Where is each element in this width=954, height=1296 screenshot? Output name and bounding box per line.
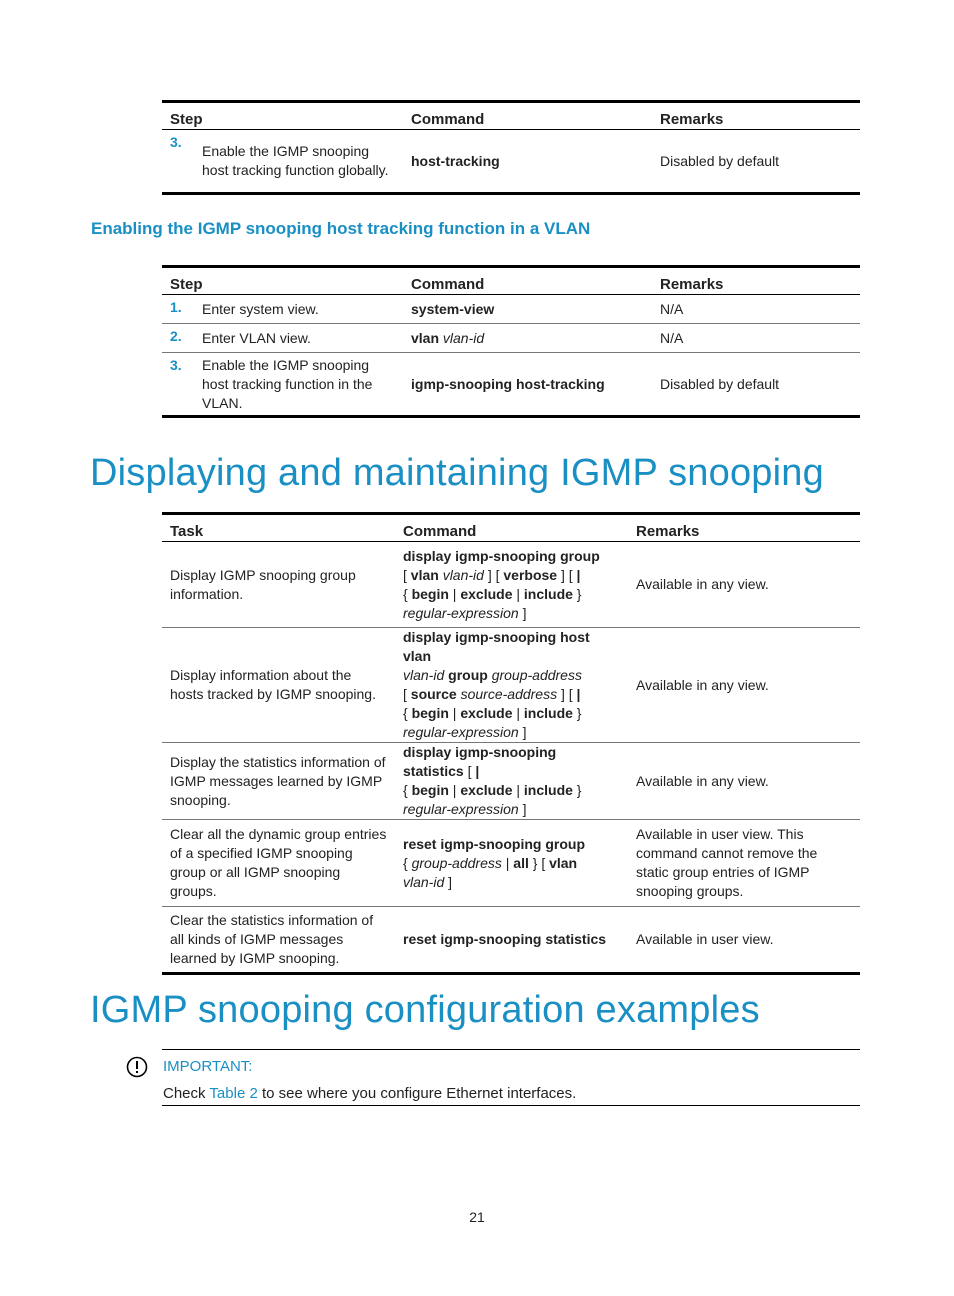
command-argument: group-address xyxy=(491,667,582,683)
command-cell: display igmp-snooping host vlan vlan-id group group-address [ source source-address ] [ | { begin | exclude | include } regular-expression ] xyxy=(395,628,628,743)
host-tracking-global-table xyxy=(162,100,860,195)
command-keyword: begin xyxy=(411,705,449,721)
task-cell: Display information about the hosts tracked by IGMP snooping. xyxy=(162,628,395,743)
command-cell: reset igmp-snooping group { group-address | all } [ vlan vlan-id ] xyxy=(395,820,628,907)
step-number: 3. xyxy=(170,134,182,150)
command-keyword: display igmp-snooping statistics xyxy=(403,744,557,779)
heading-display-maintain: Displaying and maintaining IGMP snooping xyxy=(90,452,824,494)
step-number: 3. xyxy=(170,357,182,373)
command-keyword: reset igmp-snooping group xyxy=(403,835,585,852)
command-argument: group-address xyxy=(411,854,502,871)
command-cell: host-tracking xyxy=(411,152,500,169)
command-keyword: all xyxy=(513,854,529,871)
table-row xyxy=(162,295,860,324)
command-keyword: include xyxy=(523,585,573,602)
command-argument: regular-expression xyxy=(403,801,519,817)
note-text xyxy=(163,1085,576,1102)
command-keyword: include xyxy=(523,782,573,798)
command-keyword: display igmp-snooping host vlan xyxy=(403,629,590,664)
command-keyword: vlan xyxy=(410,566,439,583)
task-cell: Clear the statistics information of all kinds of IGMP messages learned by IGMP snooping. xyxy=(170,912,374,966)
table-row xyxy=(162,542,860,628)
step-description: Enable the IGMP snooping host tracking function globally. xyxy=(202,143,389,178)
command-argument: vlan-id xyxy=(442,329,485,346)
note-bottom-rule xyxy=(162,1105,860,1106)
table-row xyxy=(162,324,860,353)
command-keyword: display igmp-snooping group xyxy=(403,547,600,564)
command-argument: vlan-id xyxy=(403,873,445,890)
page-number: 21 xyxy=(469,1209,485,1225)
column-header-remarks: Remarks xyxy=(652,267,860,295)
command-keyword: igmp-snooping host-tracking xyxy=(411,375,605,392)
host-tracking-vlan-table xyxy=(162,265,860,418)
remarks-cell: Available in any view. xyxy=(628,743,860,820)
table-row xyxy=(162,353,860,417)
command-keyword: exclude xyxy=(460,585,513,602)
command-keyword: reset igmp-snooping statistics xyxy=(403,931,607,947)
remarks-cell: Available in user view. This command cannot remove the static group entries of IGMP snooping groups. xyxy=(628,820,860,907)
table-row xyxy=(162,743,860,820)
command-cell xyxy=(403,353,652,417)
command-argument: regular-expression xyxy=(403,724,519,740)
command-keyword: system-view xyxy=(411,300,495,317)
command-keyword: group xyxy=(448,667,488,683)
column-header-task: Task xyxy=(162,514,395,542)
command-cell xyxy=(403,324,652,353)
step-number: 1. xyxy=(162,295,194,324)
heading-config-examples: IGMP snooping configuration examples xyxy=(90,989,760,1031)
table-2-link[interactable]: Table 2 xyxy=(209,1085,258,1102)
command-cell xyxy=(395,907,628,974)
section-heading: Enabling the IGMP snooping host tracking function in a VLAN xyxy=(91,219,591,238)
command-argument: source-address xyxy=(460,686,558,702)
command-argument: regular-expression xyxy=(403,604,519,621)
command-cell: display igmp-snooping group [ vlan vlan-id ] [ verbose ] [ | { begin | exclude | include } regular-expression ] xyxy=(395,542,628,628)
command-keyword: begin xyxy=(411,585,449,602)
note-text-after: to see where you configure Ethernet interfaces. xyxy=(257,1085,577,1102)
step-number: 2. xyxy=(162,324,194,353)
command-keyword: begin xyxy=(411,782,449,798)
display-maintain-table xyxy=(162,512,860,975)
step-description: Enable the IGMP snooping host tracking function in the VLAN. xyxy=(202,356,373,411)
table-row xyxy=(162,907,860,974)
command-keyword: source xyxy=(410,686,457,702)
remarks-cell: Disabled by default xyxy=(660,375,780,392)
task-cell: Clear all the dynamic group entries of a specified IGMP snooping group or all IGMP snooping groups. xyxy=(162,820,395,907)
command-keyword: exclude xyxy=(460,782,513,798)
task-cell: Display the statistics information of IGMP messages learned by IGMP snooping. xyxy=(162,743,395,820)
command-keyword: verbose xyxy=(503,566,558,583)
exclamation-circle-icon xyxy=(126,1056,148,1081)
table-row xyxy=(162,628,860,743)
remarks-cell: Available in any view. xyxy=(628,542,860,628)
step-description: Enter VLAN view. xyxy=(194,324,403,353)
command-cell: display igmp-snooping statistics [ | { begin | exclude | include } regular-expression ] xyxy=(395,743,628,820)
command-argument: vlan-id xyxy=(403,667,445,683)
column-header-command: Command xyxy=(403,102,652,130)
command-keyword: vlan xyxy=(549,854,578,871)
step-description: Enter system view. xyxy=(194,295,403,324)
task-cell: Display IGMP snooping group information. xyxy=(162,542,395,628)
column-header-remarks: Remarks xyxy=(652,102,860,130)
remarks-cell: Available in user view. xyxy=(636,931,774,947)
column-header-command: Command xyxy=(395,514,628,542)
remarks-cell: Available in any view. xyxy=(628,628,860,743)
remarks-cell: N/A xyxy=(652,324,860,353)
column-header-step: Step xyxy=(162,267,403,295)
note-text-before: Check xyxy=(163,1085,210,1102)
column-header-command: Command xyxy=(403,267,652,295)
command-keyword: vlan xyxy=(411,329,440,346)
command-argument: vlan-id xyxy=(442,566,484,583)
column-header-step: Step xyxy=(162,102,403,130)
column-header-remarks: Remarks xyxy=(628,514,860,542)
note-label: IMPORTANT: xyxy=(163,1058,253,1075)
remarks-cell: Disabled by default xyxy=(660,152,780,169)
command-keyword: include xyxy=(523,705,573,721)
command-cell xyxy=(403,295,652,324)
remarks-cell: N/A xyxy=(652,295,860,324)
command-keyword: exclude xyxy=(460,705,513,721)
note-top-rule xyxy=(162,1049,860,1050)
table-row xyxy=(162,820,860,907)
